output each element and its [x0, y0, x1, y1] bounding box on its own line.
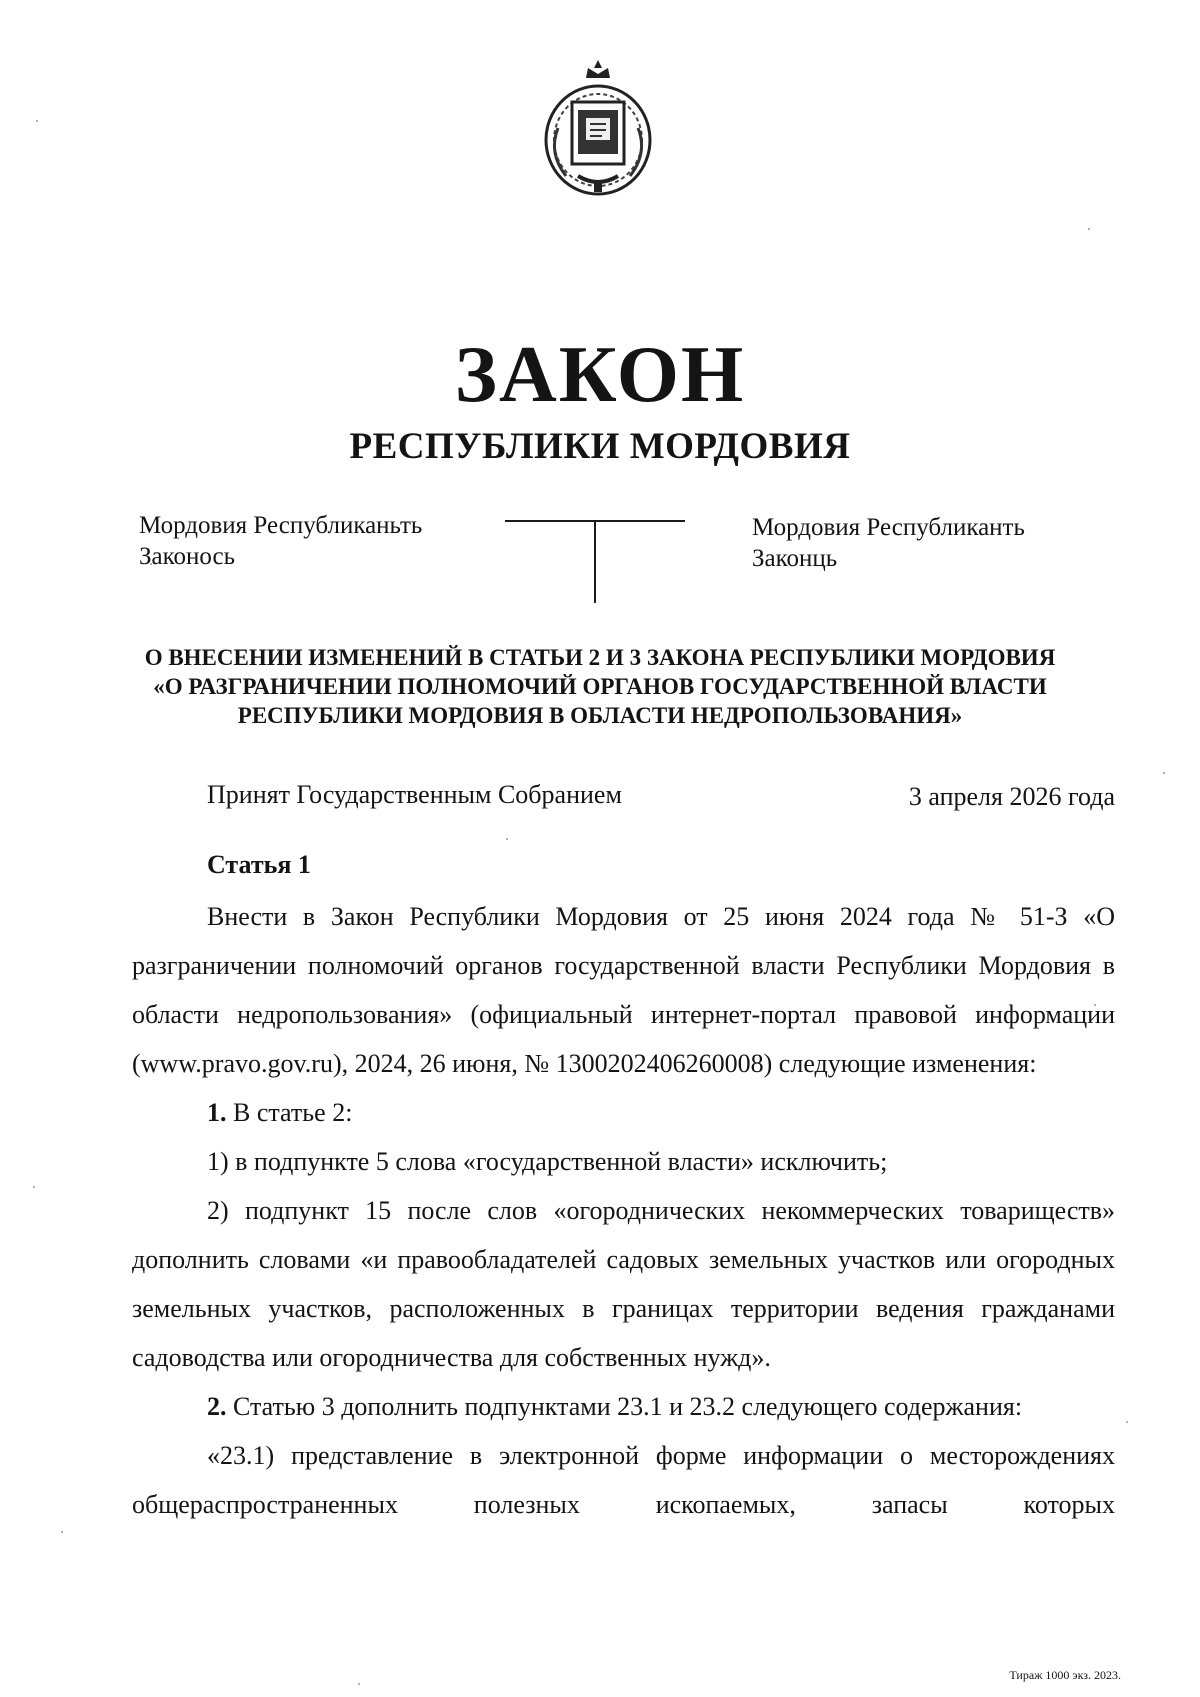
paragraph-subitem-1: 1) в подпункте 5 слова «государственной власти» исключить;	[207, 1147, 888, 1176]
document-subtitle: РЕСПУБЛИКИ МОРДОВИЯ	[349, 426, 851, 467]
moksha-title: Мордовия Республиканьть Законось	[139, 512, 423, 570]
paragraph-subitem-2: 2) подпункт 15 после слов «огороднических некоммерческих товариществ» дополнить словами «и правообладателей садовых земельных участков или огородных земельных участков, расположенных в границах территории ведения гражданами садоводства или огородничества для собственных нужд».	[132, 1196, 1115, 1372]
document-title: ЗАКОН	[454, 331, 746, 419]
paragraph-subitem-23-1: «23.1) представление в электронной форме информации о месторождениях общераспространенных полезных ископаемых, запасы которых	[132, 1441, 1115, 1519]
paragraph-item-2: 2. Статью 3 дополнить подпунктами 23.1 и 23.2 следующего содержания:	[207, 1392, 1023, 1421]
adoption-label: Принят Государственным Собранием	[207, 780, 622, 809]
erzya-title: Мордовия Республиканть Законць	[752, 514, 1025, 572]
article-heading: Статья 1	[207, 850, 311, 879]
coat-of-arms-icon	[538, 58, 658, 198]
circulation-note: Тираж 1000 экз. 2023.	[1009, 1668, 1121, 1682]
adoption-date: 3 апреля 2026 года	[908, 782, 1115, 811]
law-title: О ВНЕСЕНИИ ИЗМЕНЕНИЙ В СТАТЬИ 2 И 3 ЗАКОНА РЕСПУБЛИКИ МОРДОВИЯ «О РАЗГРАНИЧЕНИИ ПОЛНОМОЧИЙ ОРГАНОВ ГОСУДАРСТВЕННОЙ ВЛАСТИ РЕСПУБЛИКИ МОРДОВИЯ В ОБЛАСТИ НЕДРОПОЛЬЗОВАНИЯ»	[144, 645, 1056, 728]
law-body	[132, 892, 1115, 1529]
registration-mark-vertical	[594, 520, 596, 603]
paragraph-item-1: 1. В статье 2:	[207, 1098, 353, 1127]
paragraph-intro: Внести в Закон Республики Мордовия от 25 июня 2024 года № 51-З «О разграничении полномочий органов государственной власти Республики Мордовия в области недропользования» (официальный интернет-портал правовой информации (www.pravo.gov.ru), 2024, 26 июня, № 1300202406260008) следующие изменения:	[132, 902, 1115, 1078]
